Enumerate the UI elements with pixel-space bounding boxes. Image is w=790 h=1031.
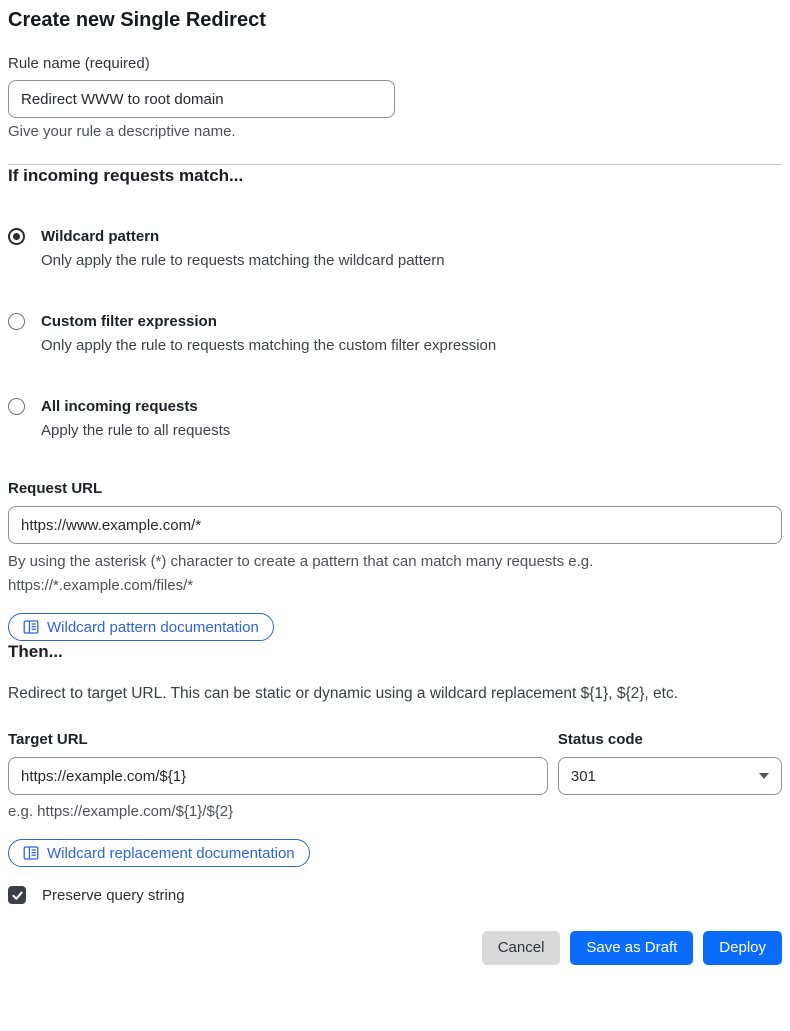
- target-url-field: [8, 730, 548, 795]
- book-icon: [23, 845, 39, 861]
- radio-option-label: Custom filter expression: [41, 313, 217, 330]
- request-url-help-line-2: https://*.example.com/files/*: [8, 577, 194, 594]
- rule-name-help: Give your rule a descriptive name.: [8, 123, 236, 140]
- request-url-help: [8, 550, 782, 598]
- wildcard-pattern-documentation-button[interactable]: [8, 613, 274, 641]
- rule-name-label: Rule name (required): [8, 55, 150, 72]
- then-section-heading: Then...: [8, 642, 63, 661]
- status-code-select[interactable]: [558, 757, 782, 795]
- status-code-field: [558, 730, 782, 795]
- radio-icon[interactable]: [8, 398, 25, 415]
- target-url-input[interactable]: [8, 757, 548, 795]
- status-code-selected-value: 301: [570, 767, 596, 785]
- radio-option-text: [41, 312, 496, 355]
- radio-option-custom-filter-expression[interactable]: [8, 312, 782, 355]
- preserve-query-string-row[interactable]: [8, 886, 782, 904]
- rule-name-input[interactable]: [8, 80, 395, 118]
- chevron-down-icon: [759, 773, 769, 779]
- radio-option-label: All incoming requests: [41, 398, 198, 415]
- request-url-input[interactable]: [8, 506, 782, 544]
- target-url-label: Target URL: [8, 731, 88, 748]
- radio-dot-icon: [13, 233, 20, 240]
- doc-button-label: Wildcard replacement documentation: [47, 844, 295, 862]
- target-url-status-row: [8, 730, 782, 795]
- radio-icon[interactable]: [8, 313, 25, 330]
- footer-actions: [8, 931, 782, 965]
- request-url-label: Request URL: [8, 480, 103, 497]
- radio-option-label: Wildcard pattern: [41, 228, 160, 245]
- request-url-help-line-1: By using the asterisk (*) character to create a pattern that can match many requests e.g.: [8, 553, 594, 570]
- preserve-query-string-label: Preserve query string: [42, 886, 185, 904]
- preserve-query-string-checkbox[interactable]: [8, 886, 26, 904]
- check-icon: [11, 889, 24, 902]
- radio-option-text: [41, 227, 445, 270]
- then-section-description: Redirect to target URL. This can be static or dynamic using a wildcard replacement ${1}, ${2}, etc.: [8, 685, 679, 702]
- doc-button-label: Wildcard pattern documentation: [47, 618, 259, 636]
- radio-option-description: Only apply the rule to requests matching the custom filter expression: [41, 337, 497, 354]
- cancel-button[interactable]: Cancel: [482, 931, 561, 965]
- radio-option-all-incoming-requests[interactable]: [8, 397, 782, 440]
- wildcard-replacement-documentation-button[interactable]: [8, 839, 310, 867]
- radio-option-text: [41, 397, 230, 440]
- page-title: Create new Single Redirect: [8, 9, 266, 31]
- status-code-label: Status code: [557, 731, 643, 748]
- deploy-button[interactable]: Deploy: [703, 931, 782, 965]
- radio-option-description: Apply the rule to all requests: [41, 422, 231, 439]
- match-section-heading: If incoming requests match...: [8, 166, 244, 185]
- save-as-draft-button[interactable]: Save as Draft: [570, 931, 693, 965]
- radio-option-description: Only apply the rule to requests matching the wildcard pattern: [41, 252, 445, 269]
- radio-icon[interactable]: [8, 228, 25, 245]
- radio-option-wildcard-pattern[interactable]: [8, 227, 782, 270]
- book-icon: [23, 619, 39, 635]
- target-url-help: e.g. https://example.com/${1}/${2}: [8, 803, 234, 820]
